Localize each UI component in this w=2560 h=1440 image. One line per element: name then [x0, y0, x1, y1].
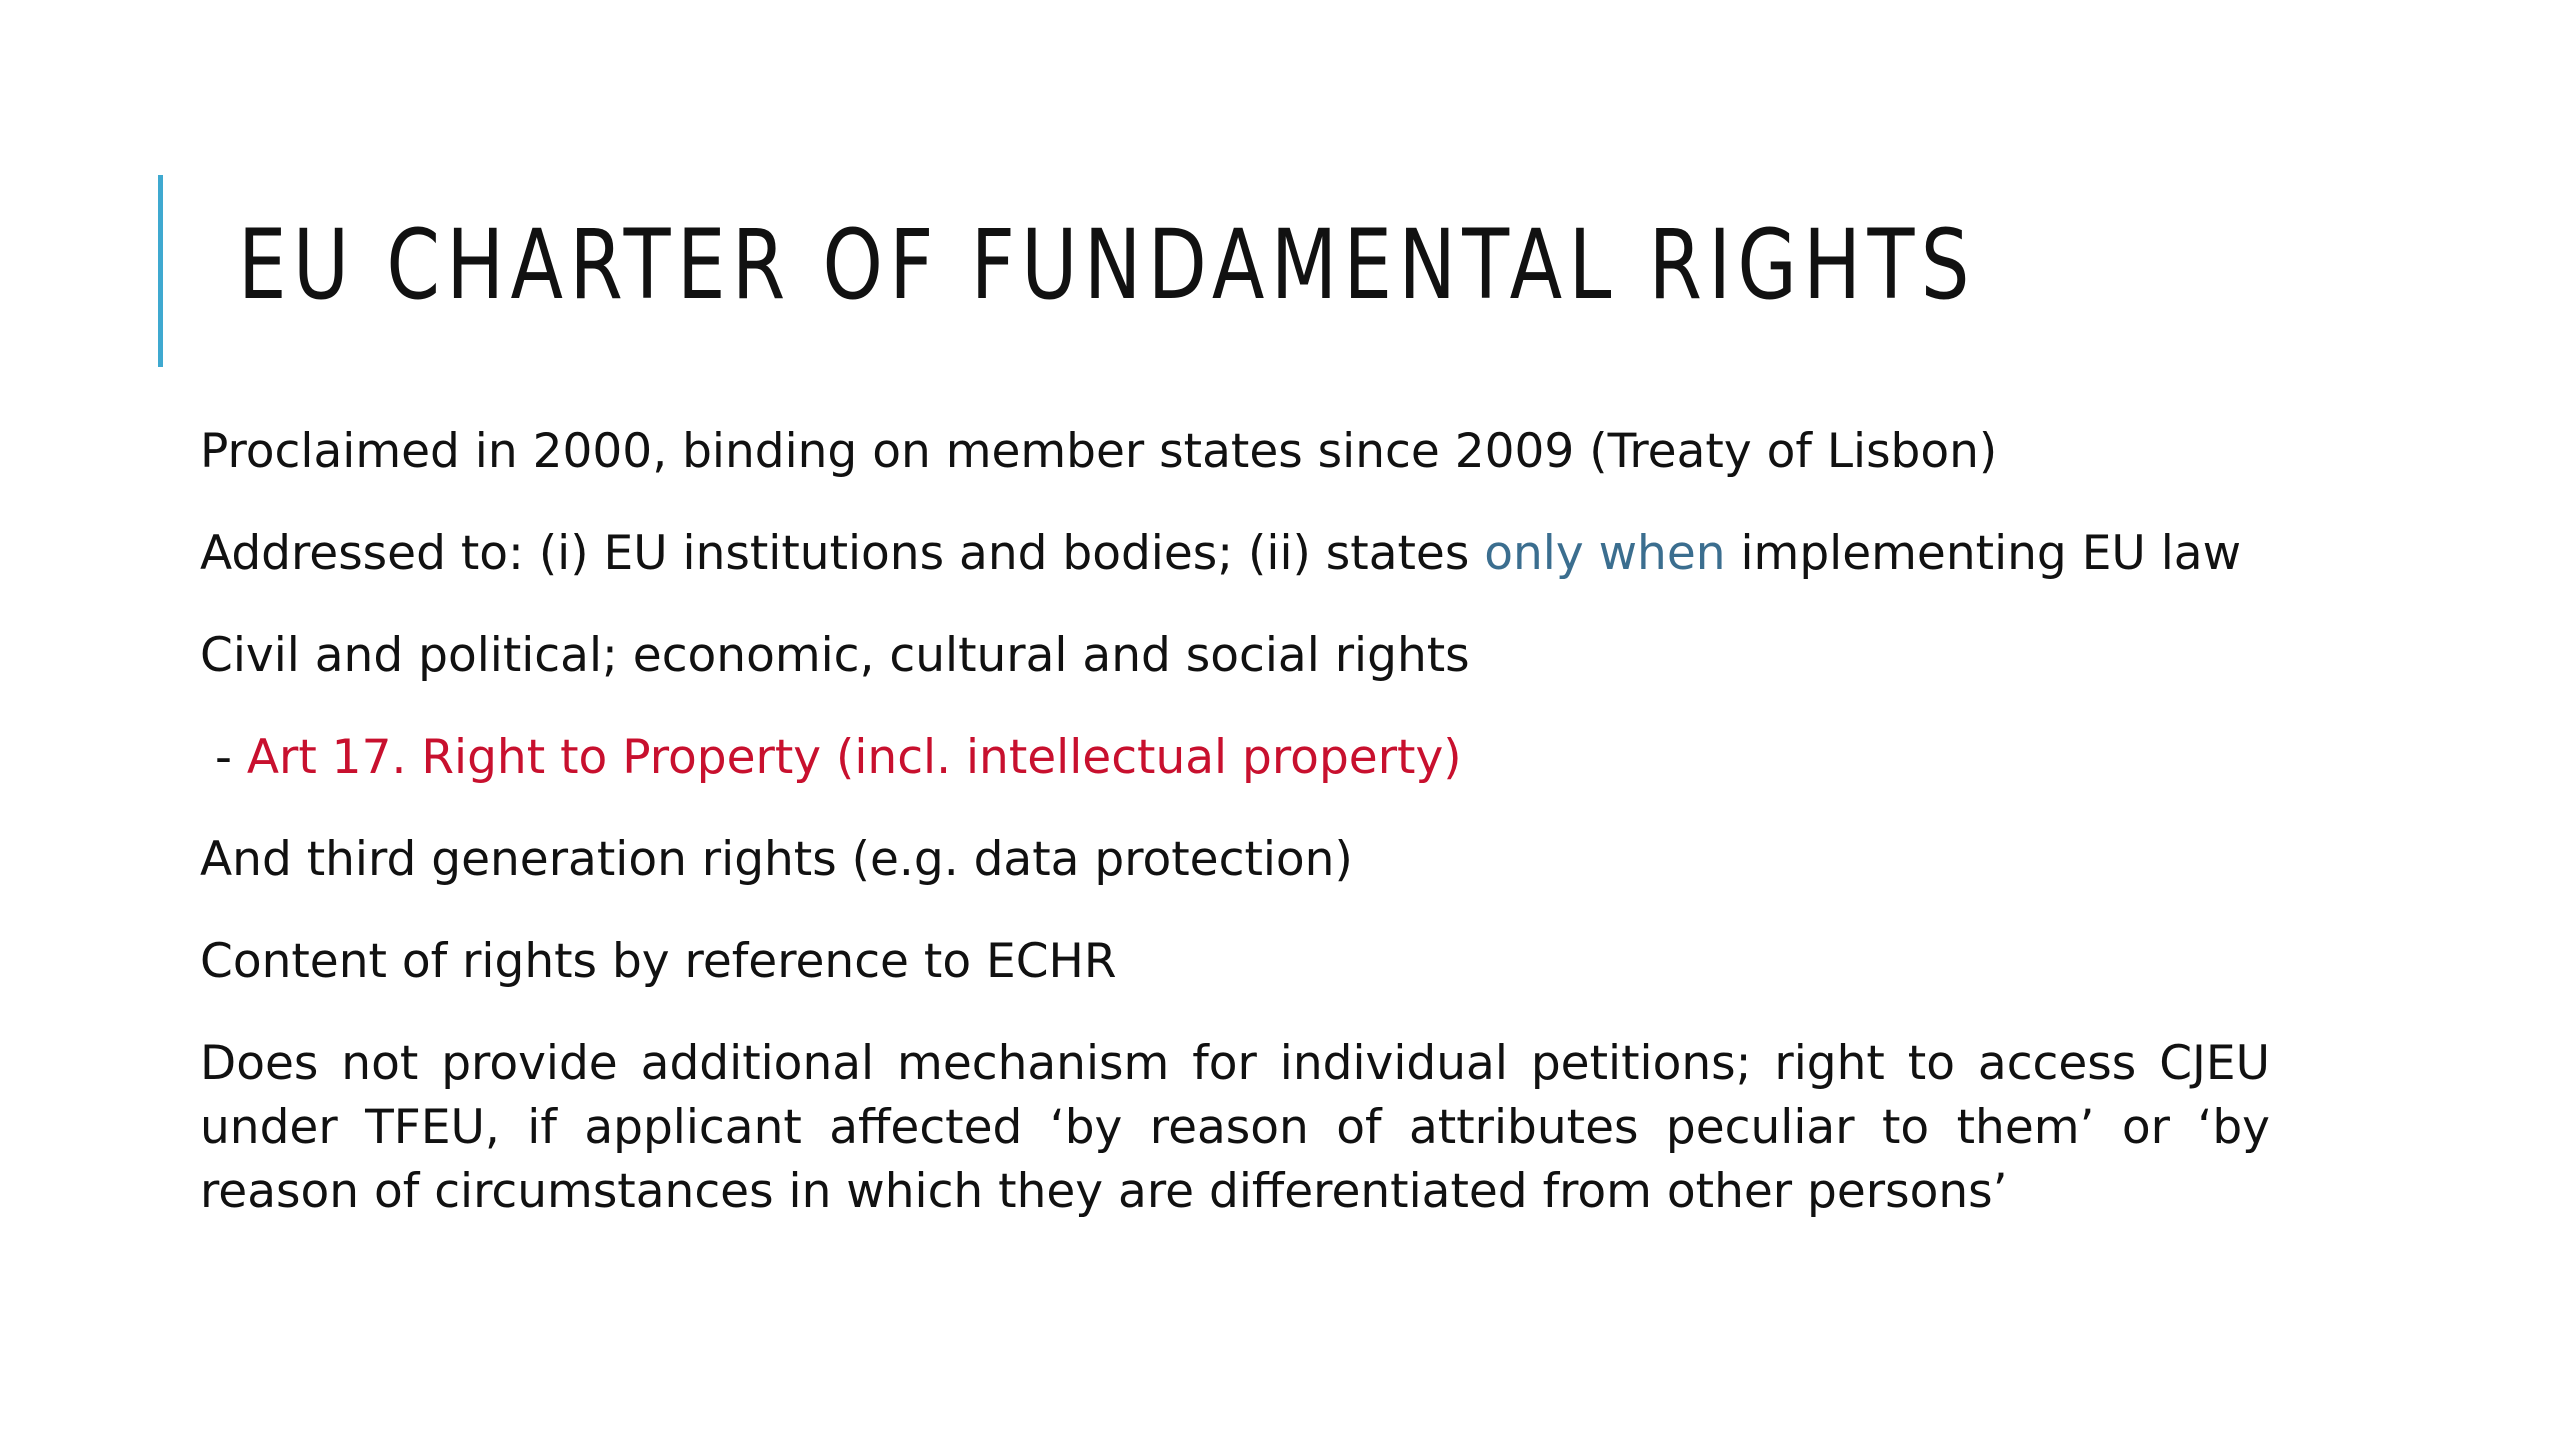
- addressed-to-text: Addressed to: (i) EU institutions and bodies; (ii) states: [200, 526, 1485, 581]
- slide-title: EU CHARTER OF FUNDAMENTAL RIGHTS: [238, 209, 1976, 321]
- paragraph-addressed-to: [200, 522, 2270, 586]
- paragraph-third-generation: And third generation rights (e.g. data protection): [200, 832, 1353, 887]
- slide-body: [200, 420, 2270, 1262]
- only-when-highlight: only when: [1484, 526, 1726, 581]
- paragraph-art17: [200, 726, 2270, 790]
- paragraph-petitions: Does not provide additional mechanism for individual petitions; right to access CJEU under TFEU, if applicant affected ‘by reason of attributes peculiar to them’ or ‘by reason of circumstances in which they are differentiated from other persons’: [200, 1036, 2270, 1219]
- art17-highlight: Art 17. Right to Property (incl. intellectual property): [246, 730, 1462, 785]
- list-dash: -: [200, 730, 247, 785]
- paragraph-echr: Content of rights by reference to ECHR: [200, 934, 1117, 989]
- addressed-to-text-end: implementing EU law: [1725, 526, 2242, 581]
- paragraph-rights-types: Civil and political; economic, cultural and social rights: [200, 628, 1470, 683]
- title-accent-bar: [158, 175, 163, 367]
- paragraph-proclaimed: Proclaimed in 2000, binding on member states since 2009 (Treaty of Lisbon): [200, 424, 1998, 479]
